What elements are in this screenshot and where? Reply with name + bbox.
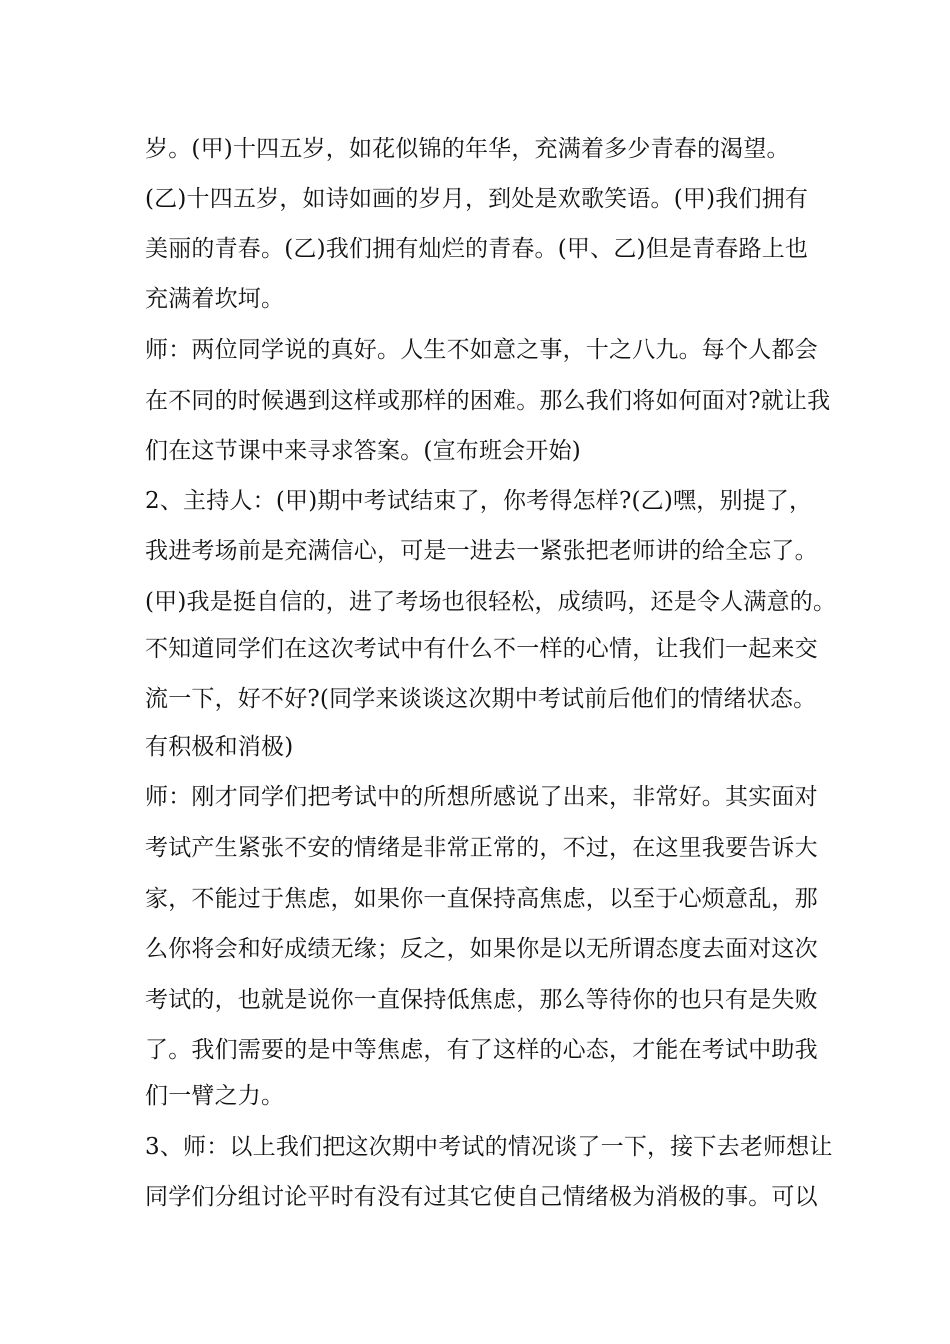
text-line: 么你将会和好成绩无缘；反之，如果你是以无所谓态度去面对这次 (145, 936, 818, 962)
text-line: 2、主持人：(甲)期中考试结束了，你考得怎样?(乙)嘿，别提了， (145, 488, 813, 514)
text-line: 有积极和消极) (145, 734, 294, 760)
text-line: 在不同的时候遇到这样或那样的困难。那么我们将如何面对?就让我 (145, 388, 831, 414)
text-line: 美丽的青春。(乙)我们拥有灿烂的青春。(甲、乙)但是青春路上也 (145, 236, 809, 262)
text-line: 3、师：以上我们把这次期中考试的情况谈了一下，接下去老师想让 (145, 1134, 833, 1160)
text-line: 家，不能过于焦虑，如果你一直保持高焦虑，以至于心烦意乱，那 (145, 886, 818, 912)
text-line: (甲)我是挺自信的，进了考场也很轻松，成绩吗，还是令人满意的。 (145, 589, 837, 615)
text-line: 考试的，也就是说你一直保持低焦虑，那么等待你的也只有是失败 (145, 987, 818, 1013)
text-line: 师：刚才同学们把考试中的所想所感说了出来，非常好。其实面对 (145, 784, 818, 810)
text-line: 了。我们需要的是中等焦虑，有了这样的心态，才能在考试中助我 (145, 1037, 818, 1063)
text-line: 我进考场前是充满信心，可是一进去一紧张把老师讲的给全忘了。 (145, 538, 818, 564)
text-line: 同学们分组讨论平时有没有过其它使自己情绪极为消极的事。可以 (145, 1184, 818, 1210)
text-line: (乙)十四五岁，如诗如画的岁月，到处是欢歌笑语。(甲)我们拥有 (145, 186, 809, 212)
text-line: 师：两位同学说的真好。人生不如意之事，十之八九。每个人都会 (145, 337, 818, 363)
text-line: 不知道同学们在这次考试中有什么不一样的心情，让我们一起来交 (145, 636, 818, 662)
text-line: 们一臂之力。 (145, 1083, 285, 1109)
text-line: 考试产生紧张不安的情绪是非常正常的，不过，在这里我要告诉大 (145, 835, 818, 861)
text-line: 充满着坎坷。 (145, 286, 285, 312)
text-line: 流一下，好不好?(同学来谈谈这次期中考试前后他们的情绪状态。 (145, 686, 817, 712)
text-line: 岁。(甲)十四五岁，如花似锦的年华，充满着多少青春的渴望。 (145, 136, 790, 162)
text-line: 们在这节课中来寻求答案。(宣布班会开始) (145, 438, 581, 464)
